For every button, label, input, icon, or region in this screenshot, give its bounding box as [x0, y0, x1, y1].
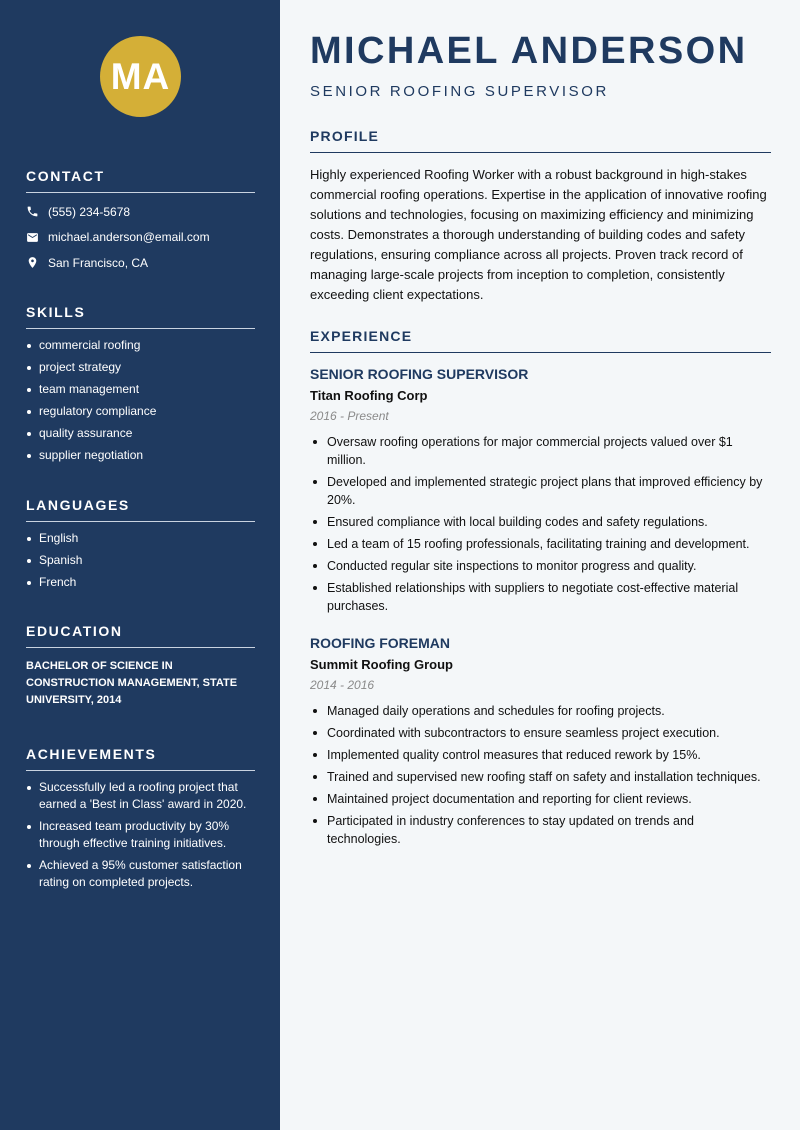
email-icon	[26, 231, 48, 244]
contact-phone-text: (555) 234-5678	[48, 204, 131, 219]
education-heading: EDUCATION	[26, 623, 255, 648]
contact-section	[26, 168, 255, 276]
job-bullet: Coordinated with subcontractors to ensure seamless project execution.	[310, 724, 771, 742]
achievements-section	[26, 746, 255, 896]
languages-heading: LANGUAGES	[26, 497, 255, 522]
job-dates: 2016 - Present	[310, 409, 389, 423]
language-item: English	[26, 530, 255, 547]
contact-phone[interactable]	[26, 199, 255, 225]
skill-item: project strategy	[26, 359, 255, 376]
job-bullet: Developed and implemented strategic project plans that improved efficiency by 20%.	[310, 473, 771, 509]
profile-text: Highly experienced Roofing Worker with a robust background in high-stakes commercial roofing operations. Expertise in the application of innovative roofing solutions and technologies, focusing on maximizing efficiency and minimizing costs. Demonstrates a thorough understanding of building codes and safety regulations, ensuring compliance across all projects. Proven track record of managing large-scale projects from inception to completion, consistently exceeding client expectations.	[310, 167, 767, 302]
job-entry	[310, 635, 771, 852]
location-pin-icon	[26, 256, 48, 269]
job-entry	[310, 366, 771, 619]
achievement-item: Increased team productivity by 30% through effective training initiatives.	[26, 818, 255, 852]
job-title: SENIOR ROOFING SUPERVISOR	[310, 366, 529, 382]
job-bullet: Established relationships with suppliers to negotiate cost-effective material purchases.	[310, 579, 771, 615]
job-title: ROOFING FOREMAN	[310, 635, 450, 651]
sidebar	[0, 0, 280, 1130]
contact-location	[26, 250, 255, 276]
job-bullet: Trained and supervised new roofing staff on safety and installation techniques.	[310, 768, 771, 786]
achievement-item: Successfully led a roofing project that earned a 'Best in Class' award in 2020.	[26, 779, 255, 813]
contact-email-text: michael.anderson@email.com	[48, 230, 210, 245]
contact-location-text: San Francisco, CA	[48, 255, 149, 270]
experience-section	[310, 328, 771, 353]
avatar-initials: MA	[110, 55, 171, 97]
education-degree: BACHELOR OF SCIENCE IN CONSTRUCTION MANAGEMENT, STATE UNIVERSITY, 2014	[26, 660, 238, 706]
job-bullet: Conducted regular site inspections to monitor progress and quality.	[310, 557, 771, 575]
job-bullet: Participated in industry conferences to stay updated on trends and technologies.	[310, 812, 771, 848]
language-item: Spanish	[26, 552, 255, 569]
job-company: Summit Roofing Group	[310, 657, 453, 672]
experience-heading: EXPERIENCE	[310, 328, 771, 353]
language-item: French	[26, 574, 255, 591]
phone-icon	[26, 205, 48, 218]
skills-section	[26, 304, 255, 469]
contact-email[interactable]	[26, 225, 255, 251]
achievements-heading: ACHIEVEMENTS	[26, 746, 255, 771]
job-bullet: Maintained project documentation and reporting for client reviews.	[310, 790, 771, 808]
languages-list	[26, 530, 255, 591]
skill-item: supplier negotiation	[26, 447, 255, 464]
job-bullet: Implemented quality control measures that reduced rework by 15%.	[310, 746, 771, 764]
achievement-item: Achieved a 95% customer satisfaction rating on completed projects.	[26, 857, 255, 891]
skill-item: team management	[26, 381, 255, 398]
education-section	[26, 623, 255, 709]
skill-item: quality assurance	[26, 425, 255, 442]
profile-section	[310, 128, 771, 305]
achievements-list	[26, 779, 255, 891]
job-bullet: Ensured compliance with local building codes and safety regulations.	[310, 513, 771, 531]
job-bullet: Led a team of 15 roofing professionals, facilitating training and development.	[310, 535, 771, 553]
profile-heading: PROFILE	[310, 128, 771, 153]
skills-list	[26, 337, 255, 464]
contact-heading: CONTACT	[26, 168, 255, 193]
job-bullet: Managed daily operations and schedules for roofing projects.	[310, 702, 771, 720]
skills-heading: SKILLS	[26, 304, 255, 329]
candidate-name: MICHAEL ANDERSON	[310, 30, 748, 72]
job-bullets	[310, 433, 771, 615]
job-bullet: Oversaw roofing operations for major commercial projects valued over $1 million.	[310, 433, 771, 469]
avatar	[100, 36, 181, 117]
skill-item: commercial roofing	[26, 337, 255, 354]
languages-section	[26, 497, 255, 596]
job-company: Titan Roofing Corp	[310, 388, 428, 403]
job-dates: 2014 - 2016	[310, 678, 375, 692]
skill-item: regulatory compliance	[26, 403, 255, 420]
candidate-title: SENIOR ROOFING SUPERVISOR	[310, 83, 609, 100]
job-bullets	[310, 702, 771, 848]
